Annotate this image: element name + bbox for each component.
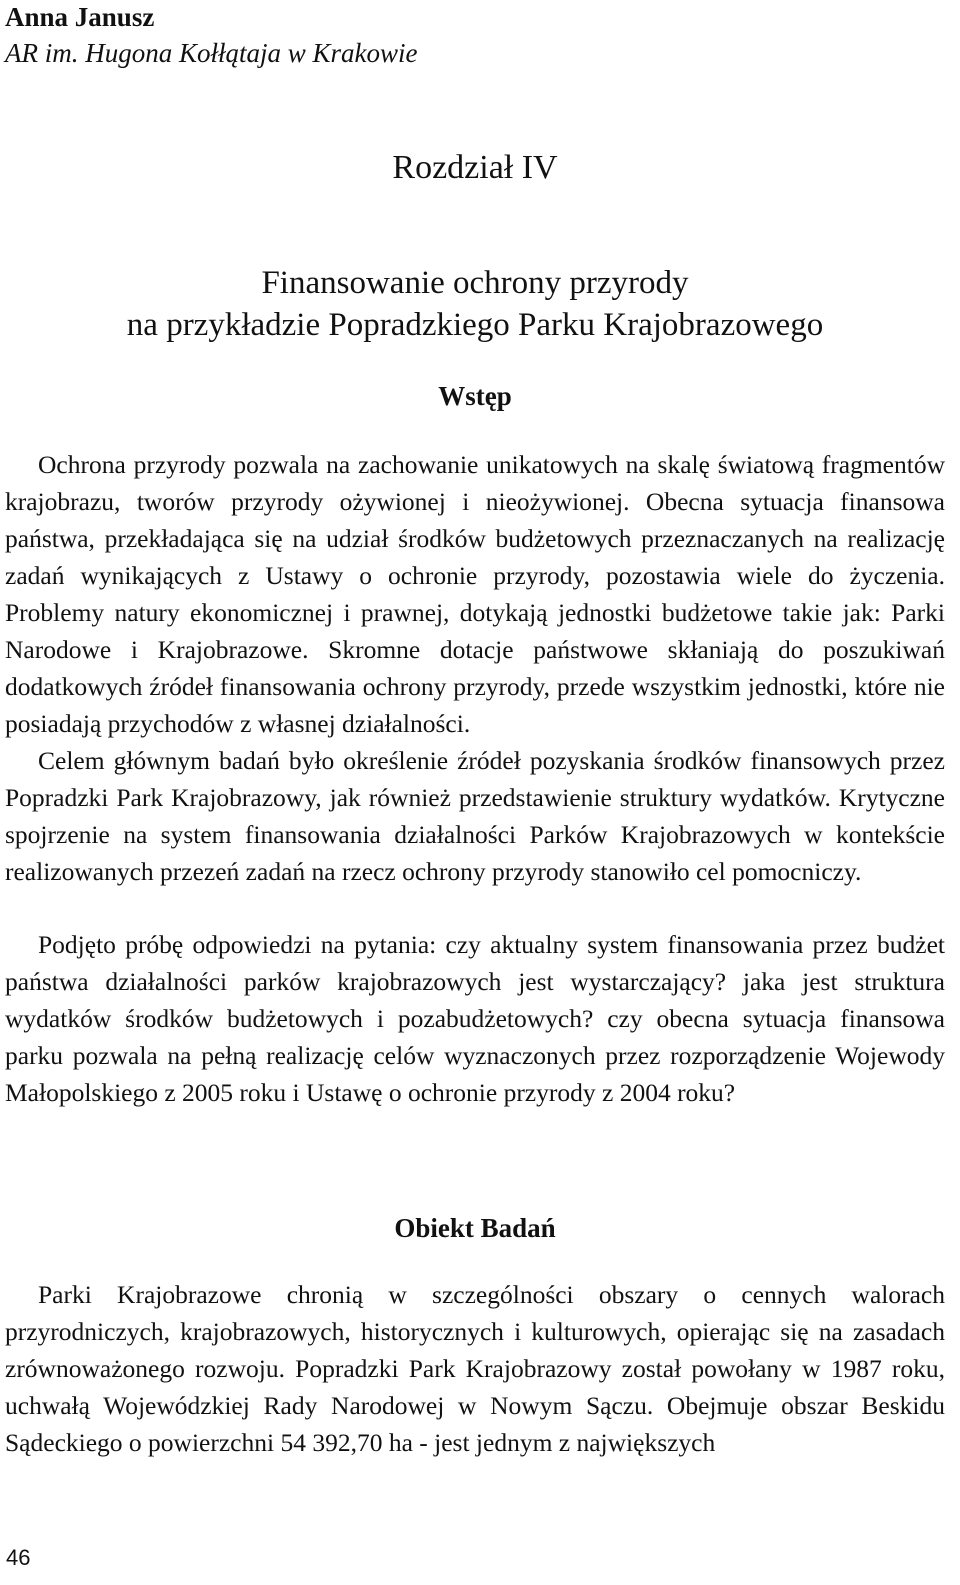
body-paragraph: Parki Krajobrazowe chronią w szczególności obszary o cennych walorach przyrodniczych, krajobrazowych, historycznych i kulturowych, opierając się na zasadach zrównoważonego rozwoju. Popradzki Park Krajobrazowy został powołany w 1987 roku, uchwałą Wojewódzkiej Rady Narodowej w Nowym Sączu. Obejmuje obszar Beskidu Sądeckiego o powierzchni 54 392,70 ha - jest jednym z największych (5, 1280, 945, 1457)
body-paragraph: Podjęto próbę odpowiedzi na pytania: czy aktualny system finansowania przez budżet państwa działalności parków krajobrazowych jest wystarczający? jaka jest struktura wydatków środków budżetowych i pozabudżetowych? czy obecna sytuacja finansowa parku pozwala na pełną realizację celów wyznaczonych przez rozporządzenie Wojewody Małopolskiego z 2005 roku i Ustawę o ochronie przyrody z 2004 roku? (5, 930, 945, 1107)
page-number: 46 (6, 1545, 31, 1570)
body-paragraph: Celem głównym badań było określenie źródeł pozyskania środków finansowych przez Popradzki Park Krajobrazowy, jak również przedstawienie struktury wydatków. Krytyczne spojrzenie na system finansowania działalności Parków Krajobrazowych w kontekście realizowanych przezeń zadań na rzecz ochrony przyrody stanowiło cel pomocniczy. (5, 746, 945, 886)
chapter-title-line: Finansowanie ochrony przyrody (261, 265, 689, 301)
body-paragraph: Ochrona przyrody pozwala na zachowanie unikatowych na skalę światową fragmentów krajobrazu, tworów przyrody ożywionej i nieożywionej. Obecna sytuacja finansowa państwa, przekładająca się na udział środków budżetowych przeznaczanych na realizację zadań wynikających z Ustawy o ochronie przyrody, pozostawia wiele do życzenia. Problemy natury ekonomicznej i prawnej, dotykają jednostki budżetowe takie jak: Parki Narodowe i Krajobrazowe. Skromne dotacje państwowe skłaniają do poszukiwań dodatkowych źródeł finansowania ochrony przyrody, przede wszystkim jednostki, które nie posiadają przychodów z własnej działalności. (5, 450, 945, 738)
chapter-label: Rozdział IV (392, 149, 558, 186)
section-heading-object: Obiekt Badań (394, 1213, 556, 1243)
section-heading-intro: Wstęp (438, 381, 512, 411)
author-name: Anna Janusz (5, 2, 155, 32)
chapter-title-line: na przykładzie Popradzkiego Parku Krajobrazowego (126, 307, 824, 343)
author-affiliation: AR im. Hugona Kołłątaja w Krakowie (5, 38, 418, 68)
chapter-title (5, 262, 945, 346)
